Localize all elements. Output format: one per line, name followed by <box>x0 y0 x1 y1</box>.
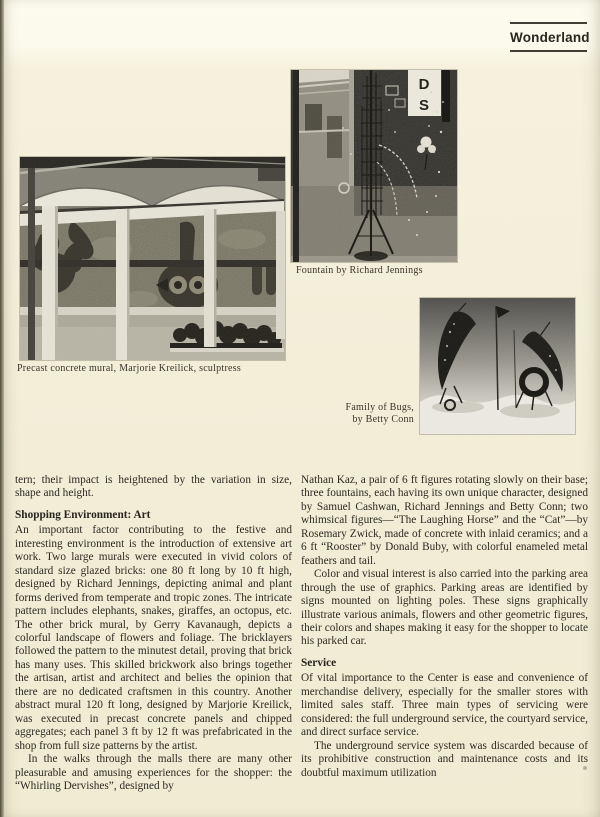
running-head <box>510 22 590 52</box>
column-right <box>301 474 588 817</box>
paragraph-service-types: Of vital importance to the Center is ease and convenience of merchandise delivery, especially for the smaller stores with limited sales staff. Three main types of servicing were considered: the full underground service, the courtyard service, and direct surface service. <box>301 672 588 739</box>
article-body <box>15 474 588 817</box>
paragraph-sculptures: Nathan Kaz, a pair of 6 ft figures rotating slowly on their base; three fountains, each having its own unique character, designed by Samuel Cashwan, Richard Jennings and Betty Conn; two whimsical figures—“The Laughing Horse” and the “Cat”—by Rosemary Zwick, made of concrete with inlaid ceramics; and a 6 ft “Rooster” by Donald Buby, with colorful enameled metal feathers and tail. <box>301 474 588 567</box>
header-rule-bottom <box>510 50 587 52</box>
section-heading-service: Service <box>301 656 337 669</box>
scan-speck <box>583 766 587 770</box>
column-left <box>15 474 292 817</box>
bugs-caption-line2: by Betty Conn <box>352 413 414 425</box>
page-binding-edge <box>0 0 4 817</box>
section-heading-shopping-environment-art: Shopping Environment: Art <box>15 508 151 521</box>
paragraph-parking-graphics: Color and visual interest is also carried into the parking area through the use of graphics. Parking areas are identified by signs mounted on lighting poles. These signs graphically illustrate various animals, flowers and other geometric figures, their colors and shapes making it easy for the shopper to locate his parked car. <box>301 568 588 648</box>
paragraph-art-murals: An important factor contributing to the festive and interesting environment is the introduction of extensive art work. Two large murals were executed in vivid colors of standard size glazed bricks: one 80 ft long by 10 ft high, designed by Richard Jennings, depicting animal and plant forms derived from temperate and tropic zones. The intricate pattern includes elephants, snakes, giraffes, an octopus, etc. The other brick mural, by Gerry Kavanaugh, depicts a colorful landscape of flowers and foliage. The bricklayers followed the pattern to the minutest detail, proving that brick has many uses. This skilled brickwork also brings together the artisan, artist and architect and belies the opinion that there are no dedicated craftsmen in this country. Another abstract mural 120 ft long, designed by Marjorie Kreilick, was executed in precast concrete panels and chipped aggregates; each panel 3 ft by 12 ft was prefabricated in the shop from full size patterns by the artist. <box>15 524 292 752</box>
paragraph-underground-service: The underground service system was discarded because of its prohibitive construction and maintenance costs and its doubtful maximum utilization <box>301 739 588 779</box>
bugs-photo-image <box>420 298 575 434</box>
mural-photo <box>20 157 285 360</box>
fountain-photo <box>291 70 457 262</box>
fountain-photo-image <box>291 70 457 262</box>
paragraph-continuation: tern; their impact is heightened by the variation in size, shape and height. <box>15 474 292 500</box>
sign-letter-d: D <box>418 76 430 93</box>
bugs-photo <box>420 298 575 434</box>
sign-letter-s: S <box>418 97 430 114</box>
mural-caption: Precast concrete mural, Marjorie Kreilick, sculptress <box>17 363 242 374</box>
fountain-caption: Fountain by Richard Jennings <box>296 265 423 276</box>
page-title: Wonderland <box>510 30 590 45</box>
mural-photo-image <box>20 157 285 360</box>
paragraph-walks-through-malls: In the walks through the malls there are many other pleasurable and amusing experiences for the shopper: the “Whirling Dervishes”, designed by <box>15 753 292 792</box>
bugs-caption-line1: Family of Bugs, <box>345 402 414 413</box>
bugs-caption <box>300 402 414 425</box>
